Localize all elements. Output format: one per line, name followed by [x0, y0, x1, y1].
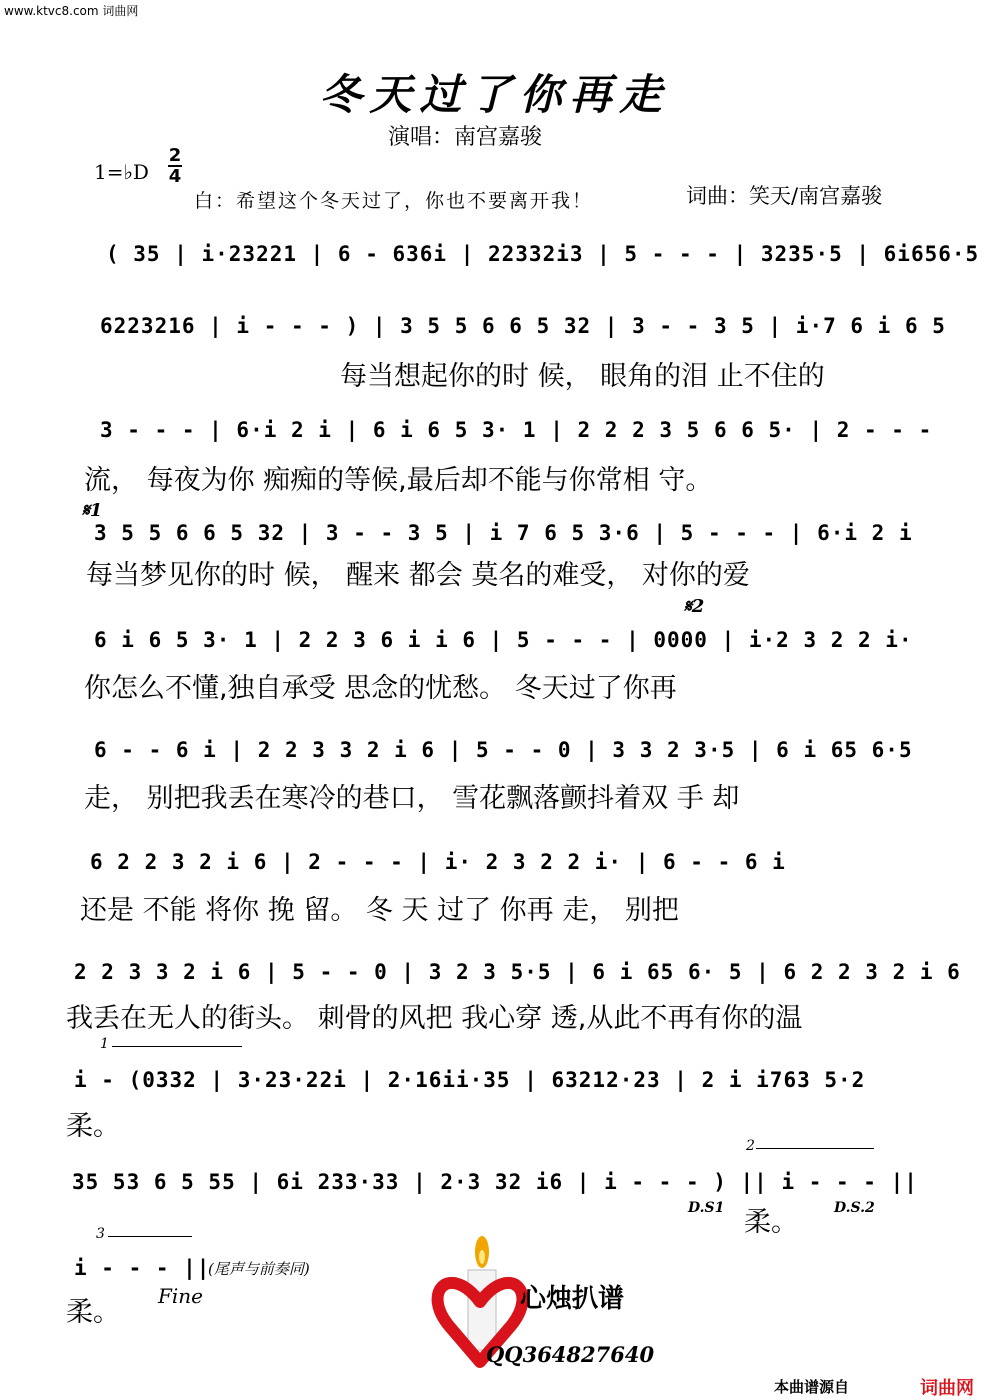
lyric-row: 每当梦见你的时 候， 醒来 都会 莫名的难受， 对你的爱 — [86, 560, 750, 591]
qq-contact: QQ364827640 — [486, 1342, 655, 1367]
time-signature: 2 4 — [168, 145, 182, 187]
outro-note: (尾声与前奏同) — [208, 1260, 310, 1278]
source-label: 本曲谱源自 — [774, 1378, 850, 1396]
segno-1-mark: 𝄋1 — [82, 500, 103, 521]
lyric-row: 还是 不能 将你 挽 留。 冬 天 过了 你再 走， 别把 — [80, 895, 679, 926]
lyric-row: 你怎么不懂,独自承受 思念的忧愁。 冬天过了你再 — [84, 673, 677, 704]
brand-name: 心烛扒谱 — [520, 1284, 625, 1314]
source-site: 词曲网 — [920, 1378, 974, 1399]
lyric-row: 柔。 — [744, 1207, 798, 1238]
site-watermark: www.ktvc8.com 词曲网 — [4, 4, 139, 18]
volta-3-label: 3 — [96, 1226, 105, 1242]
lyric-row: 柔。 — [66, 1111, 120, 1142]
segno-2-mark: 𝄋2 — [684, 596, 705, 617]
notation-row: 2 2 3 3 2 i 6 | 5 - - 0 | 3 2 3 5·5 | 6 i 65 6· 5 | 6 2 2 3 2 i 6 — [74, 960, 961, 984]
volta-3-bracket — [108, 1236, 192, 1237]
notation-row: 35 53 6 5 55 | 6i 233·33 | 2·3 32 i6 | i - - - ) || i - - - || — [72, 1170, 918, 1194]
notation-row: 6 2 2 3 2 i 6 | 2 - - - | i· 2 3 2 2 i· | 6 - - 6 i — [90, 850, 786, 874]
ds2-mark: D.S.2 — [834, 1200, 875, 1216]
volta-2-label: 2 — [746, 1138, 755, 1154]
ds1-mark: D.S1 — [688, 1200, 725, 1216]
key-signature: 1=♭D — [94, 160, 149, 184]
song-title: 冬天过了你再走 — [319, 70, 670, 119]
volta-1-bracket — [112, 1046, 242, 1047]
notation-row: 3 5 5 6 6 5 32 | 3 - - 3 5 | i 7 6 5 3·6 | 5 - - - | 6·i 2 i — [94, 521, 913, 545]
notation-row: i - - - || — [74, 1256, 211, 1280]
volta-1-label: 1 — [100, 1036, 109, 1052]
candle-body — [468, 1270, 496, 1350]
lyric-row: 柔。 — [66, 1297, 120, 1328]
volta-2-bracket — [756, 1148, 874, 1149]
flame-core — [479, 1250, 485, 1264]
lyric-row: 走， 别把我丢在寒冷的巷口， 雪花飘落颤抖着双 手 却 — [84, 783, 740, 814]
notation-row: 3 - - - | 6·i 2 i | 6 i 6 5 3· 1 | 2 2 2 3 5 6 6 5· | 2 - - - — [100, 418, 933, 442]
notation-row: 6 i 6 5 3· 1 | 2 2 3 6 i i 6 | 5 - - - | 0000 | i·2 3 2 2 i· — [94, 628, 913, 652]
notation-row: i - (0332 | 3·23·22i | 2·16ii·35 | 63212·23 | 2 i i763 5·2 — [74, 1068, 866, 1092]
lyric-row: 每当想起你的时 候， 眼角的泪 止不住的 — [340, 361, 825, 392]
notation-row: ( 35 | i·23221 | 6 - 636i | 22332i3 | 5 - - - | 3235·5 | 6i656·5 — [106, 242, 980, 266]
spoken-intro: 白：希望这个冬天过了，你也不要离开我！ — [194, 190, 594, 212]
fine-mark: Fine — [158, 1284, 203, 1308]
notation-row: 6 - - 6 i | 2 2 3 3 2 i 6 | 5 - - 0 | 3 3 2 3·5 | 6 i 65 6·5 — [94, 738, 913, 762]
lyric-row: 流， 每夜为你 痴痴的等候,最后却不能与你常相 守。 — [84, 465, 713, 496]
lyric-row: 我丢在无人的街头。 刺骨的风把 我心穿 透,从此不再有你的温 — [66, 1003, 803, 1034]
credits: 词曲：笑天/南宫嘉骏 — [686, 184, 883, 208]
singer: 演唱：南宫嘉骏 — [388, 125, 543, 150]
notation-row: 6223216 | i - - - ) | 3 5 5 6 6 5 32 | 3 - - 3 5 | i·7 6 i 6 5 — [100, 314, 946, 338]
